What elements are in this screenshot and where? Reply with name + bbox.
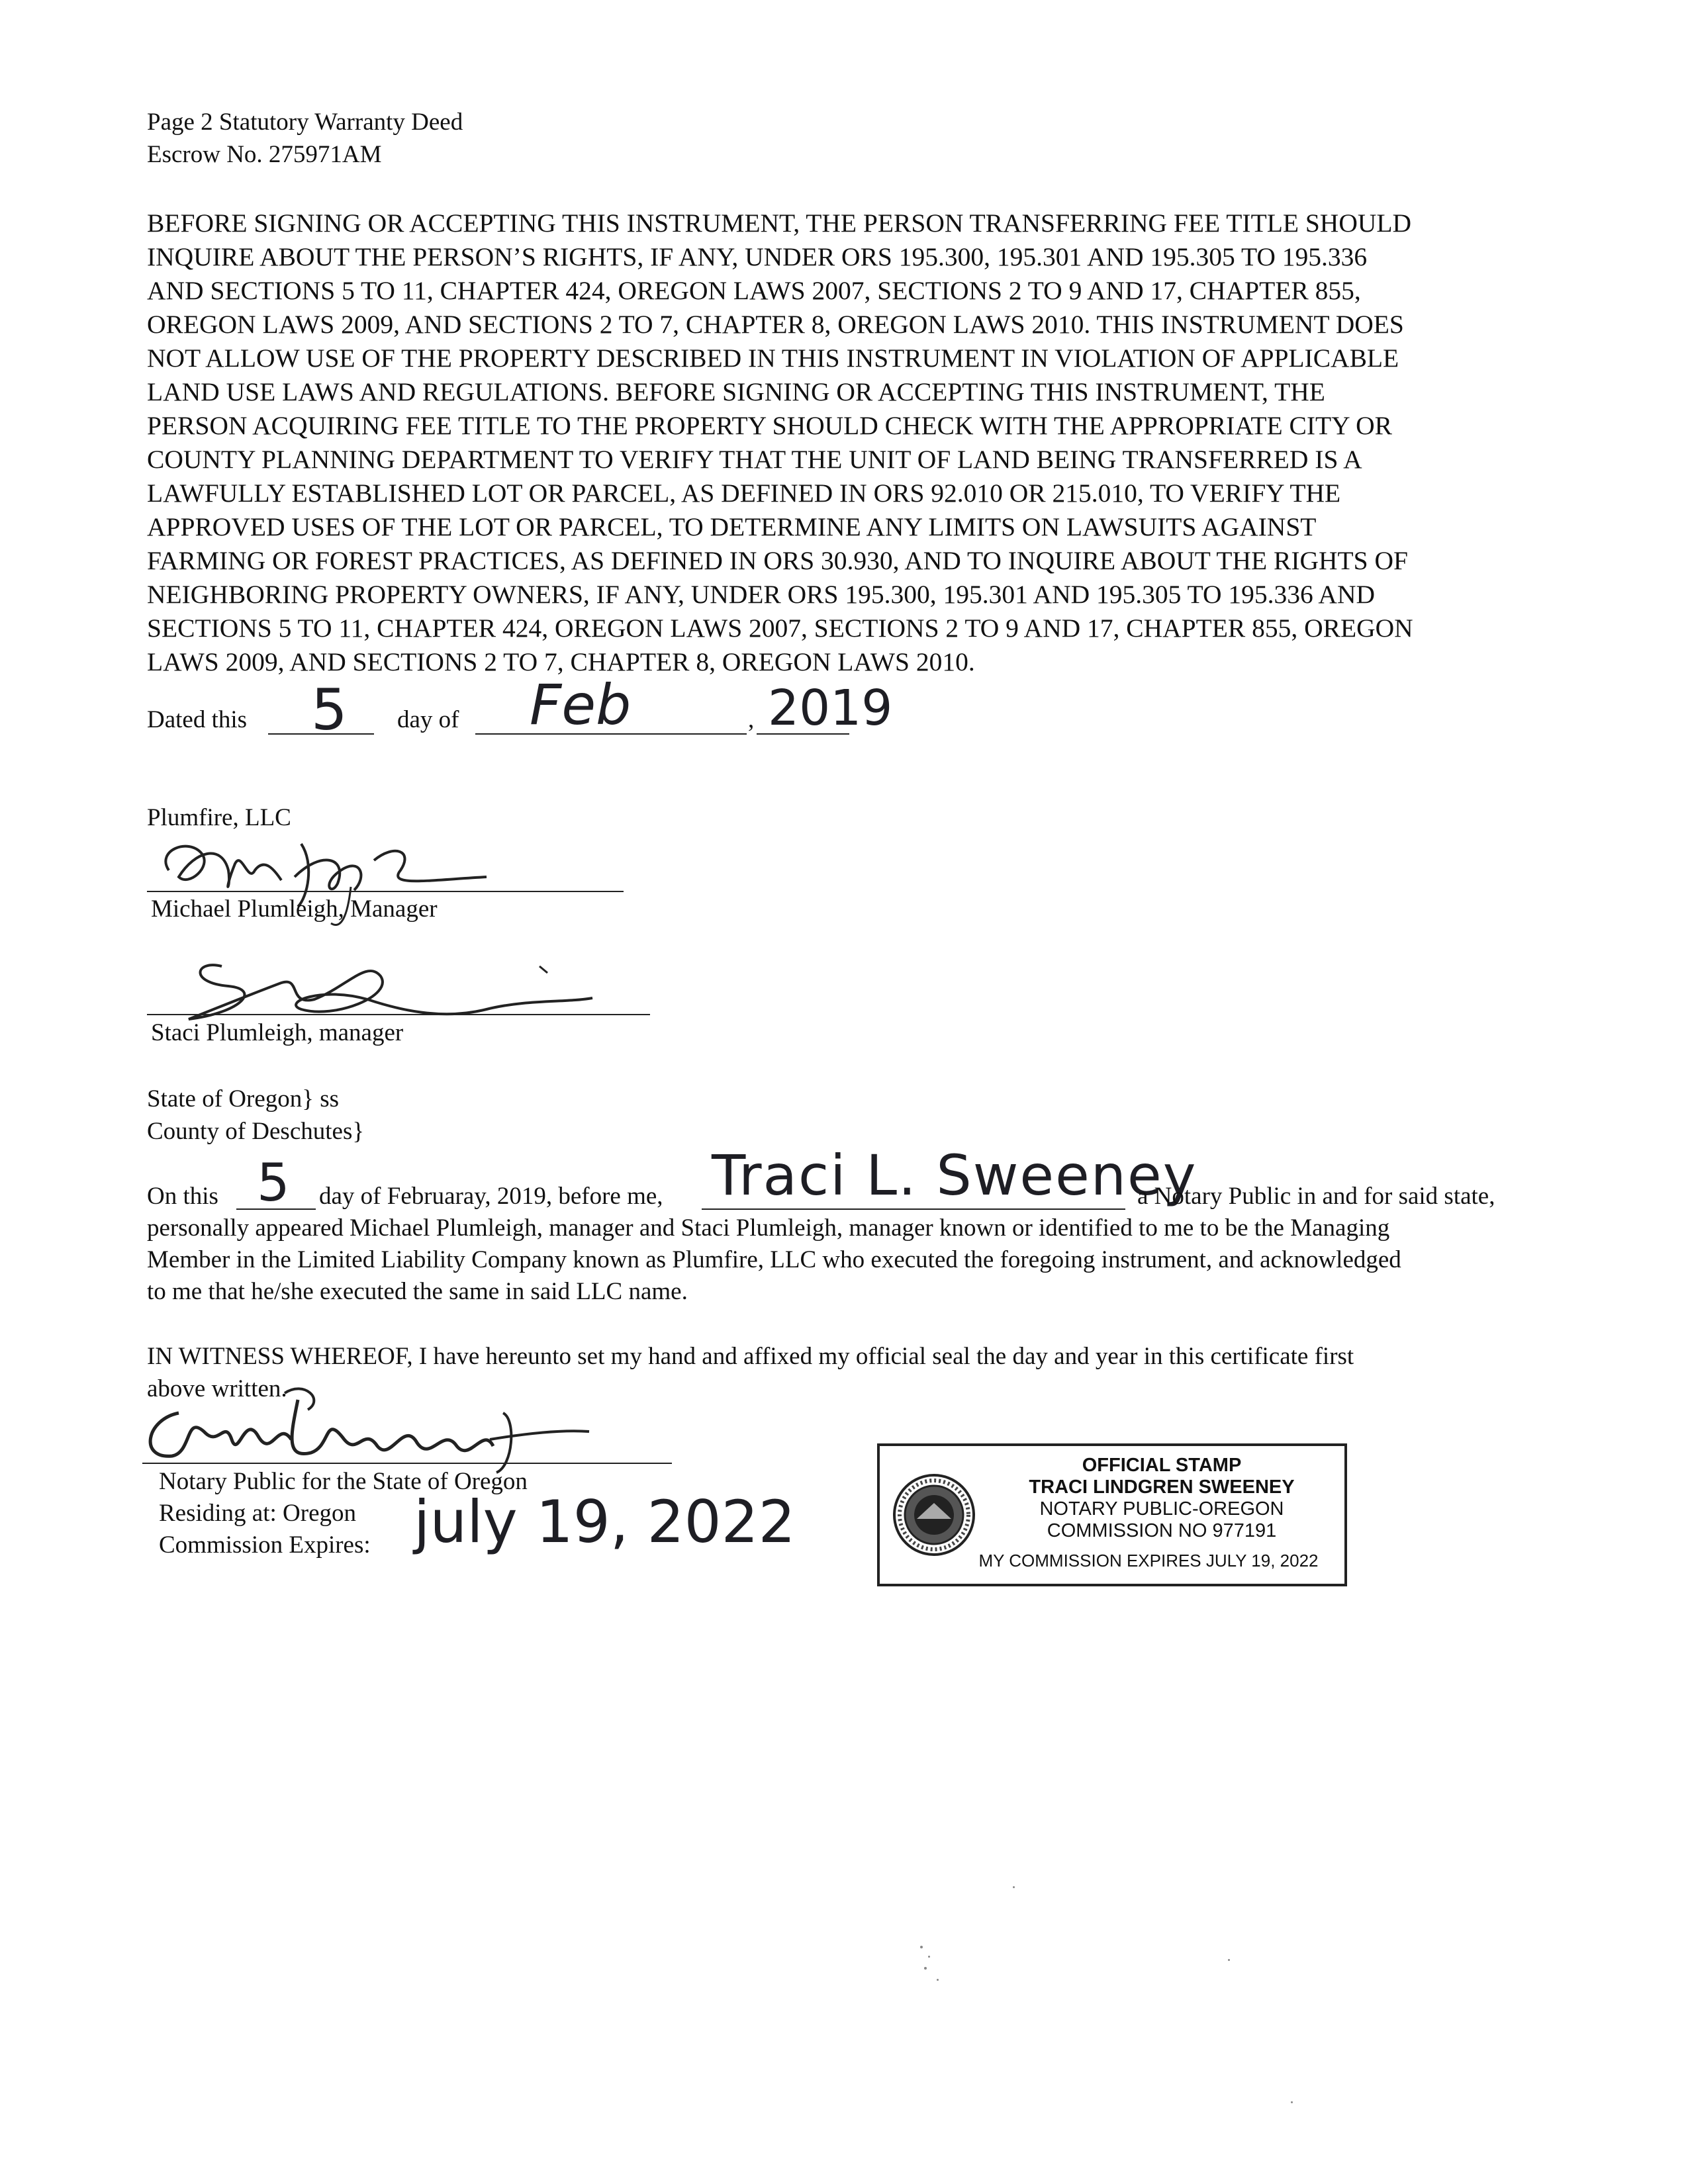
signature-line-michael [147,891,624,892]
warning-line: OREGON LAWS 2009, AND SECTIONS 2 TO 7, CHAPTER 8, OREGON LAWS 2010. THIS INSTRUMENT DOES [147,310,1404,339]
stamp-line-3: NOTARY PUBLIC-OREGON [1039,1498,1284,1520]
warning-line: BEFORE SIGNING OR ACCEPTING THIS INSTRUMENT, THE PERSON TRANSFERRING FEE TITLE SHOULD [147,208,1412,238]
warning-line: LAND USE LAWS AND REGULATIONS. BEFORE SIGNING OR ACCEPTING THIS INSTRUMENT, THE [147,377,1325,406]
notary-title: Notary Public for the State of Oregon [159,1468,528,1495]
stamp-line-5: MY COMMISSION EXPIRES JULY 19, 2022 [978,1551,1319,1570]
notary-expires-label: Commission Expires: [159,1531,371,1559]
ack-on-this: On this [147,1183,218,1210]
dated-comma: , [748,706,755,733]
signer-michael: Michael Plumleigh, Manager [151,895,438,923]
warning-line: NEIGHBORING PROPERTY OWNERS, IF ANY, UNDER ORS 195.300, 195.301 AND 195.305 TO 195.336 AND [147,580,1375,609]
warning-line: LAWFULLY ESTABLISHED LOT OR PARCEL, AS DEFINED IN ORS 92.010 OR 215.010, TO VERIFY THE [147,478,1341,508]
notary-expires-handwritten: july 19, 2022 [414,1488,796,1556]
warning-line: SECTIONS 5 TO 11, CHAPTER 424, OREGON LAWS 2007, SECTIONS 2 TO 9 AND 17, CHAPTER 855, OREGON [147,614,1413,643]
scan-speck [1013,1886,1015,1888]
official-notary-stamp [877,1443,1347,1586]
notary-signature [132,1373,609,1473]
oregon-state-seal-icon [892,1473,976,1561]
scan-speck [928,1956,930,1958]
ack-day-of: day of Februaray, 2019, before me, [319,1183,663,1210]
warning-line: APPROVED USES OF THE LOT OR PARCEL, TO DETERMINE ANY LIMITS ON LAWSUITS AGAINST [147,512,1317,541]
signature-line-staci [147,1014,650,1015]
witness-line-2: above written. [147,1375,287,1402]
ack-line-2: personally appeared Michael Plumleigh, manager and Staci Plumleigh, manager known or identified to me to be the Managing [147,1214,1390,1242]
scan-speck [924,1967,927,1970]
dated-mid: day of [397,706,459,733]
ack-name-line [702,1208,1125,1210]
ack-line-4: to me that he/she executed the same in said LLC name. [147,1278,688,1305]
scan-speck [1291,2101,1293,2103]
scan-speck [920,1946,923,1948]
ack-line-3: Member in the Limited Liability Company known as Plumfire, LLC who executed the foregoing instrument, and acknowledged [147,1246,1401,1273]
statutory-warning-paragraph [147,206,1413,679]
warning-line: COUNTY PLANNING DEPARTMENT TO VERIFY THAT THE UNIT OF LAND BEING TRANSFERRED IS A [147,445,1362,474]
handwritten-day: 5 [311,677,348,743]
dated-prefix: Dated this [147,706,248,733]
stamp-line-4: COMMISSION NO 977191 [1047,1520,1277,1541]
company-name: Plumfire, LLC [147,804,291,831]
stamp-line-1: OFFICIAL STAMP [1082,1455,1242,1476]
ack-handwritten-day: 5 [257,1154,290,1213]
handwritten-month: Feb [530,672,632,737]
venue-county: County of Deschutes} [147,1118,365,1145]
warning-line: FARMING OR FOREST PRACTICES, AS DEFINED IN ORS 30.930, AND TO INQUIRE ABOUT THE RIGHTS OF [147,546,1409,575]
stamp-line-2: TRACI LINDGREN SWEENEY [1029,1477,1295,1498]
handwritten-year: 2019 [768,680,893,737]
scan-speck [937,1979,939,1981]
ack-handwritten-notary-name: Traci L. Sweeney [712,1143,1197,1208]
venue-state: State of Oregon} ss [147,1085,340,1113]
witness-line-1: IN WITNESS WHEREOF, I have hereunto set my hand and affixed my official seal the day and year in this certificate first [147,1343,1354,1370]
signer-staci: Staci Plumleigh, manager [151,1019,404,1046]
warning-line: LAWS 2009, AND SECTIONS 2 TO 7, CHAPTER 8, OREGON LAWS 2010. [147,647,975,676]
warning-line: INQUIRE ABOUT THE PERSON’S RIGHTS, IF ANY, UNDER ORS 195.300, 195.301 AND 195.305 TO 195.336 [147,242,1368,271]
notary-residing: Residing at: Oregon [159,1500,357,1527]
ack-notary-clause: a Notary Public in and for said state, [1137,1183,1495,1210]
warning-line: PERSON ACQUIRING FEE TITLE TO THE PROPERTY SHOULD CHECK WITH THE APPROPRIATE CITY OR [147,411,1392,440]
escrow-number: Escrow No. 275971AM [147,141,382,168]
scan-speck [1228,1959,1230,1961]
warning-line: NOT ALLOW USE OF THE PROPERTY DESCRIBED IN THIS INSTRUMENT IN VIOLATION OF APPLICABLE [147,343,1399,373]
notary-signature-line [142,1463,672,1464]
warning-line: AND SECTIONS 5 TO 11, CHAPTER 424, OREGON LAWS 2007, SECTIONS 2 TO 9 AND 17, CHAPTER 855, [147,276,1361,305]
page-header-title: Page 2 Statutory Warranty Deed [147,109,463,136]
